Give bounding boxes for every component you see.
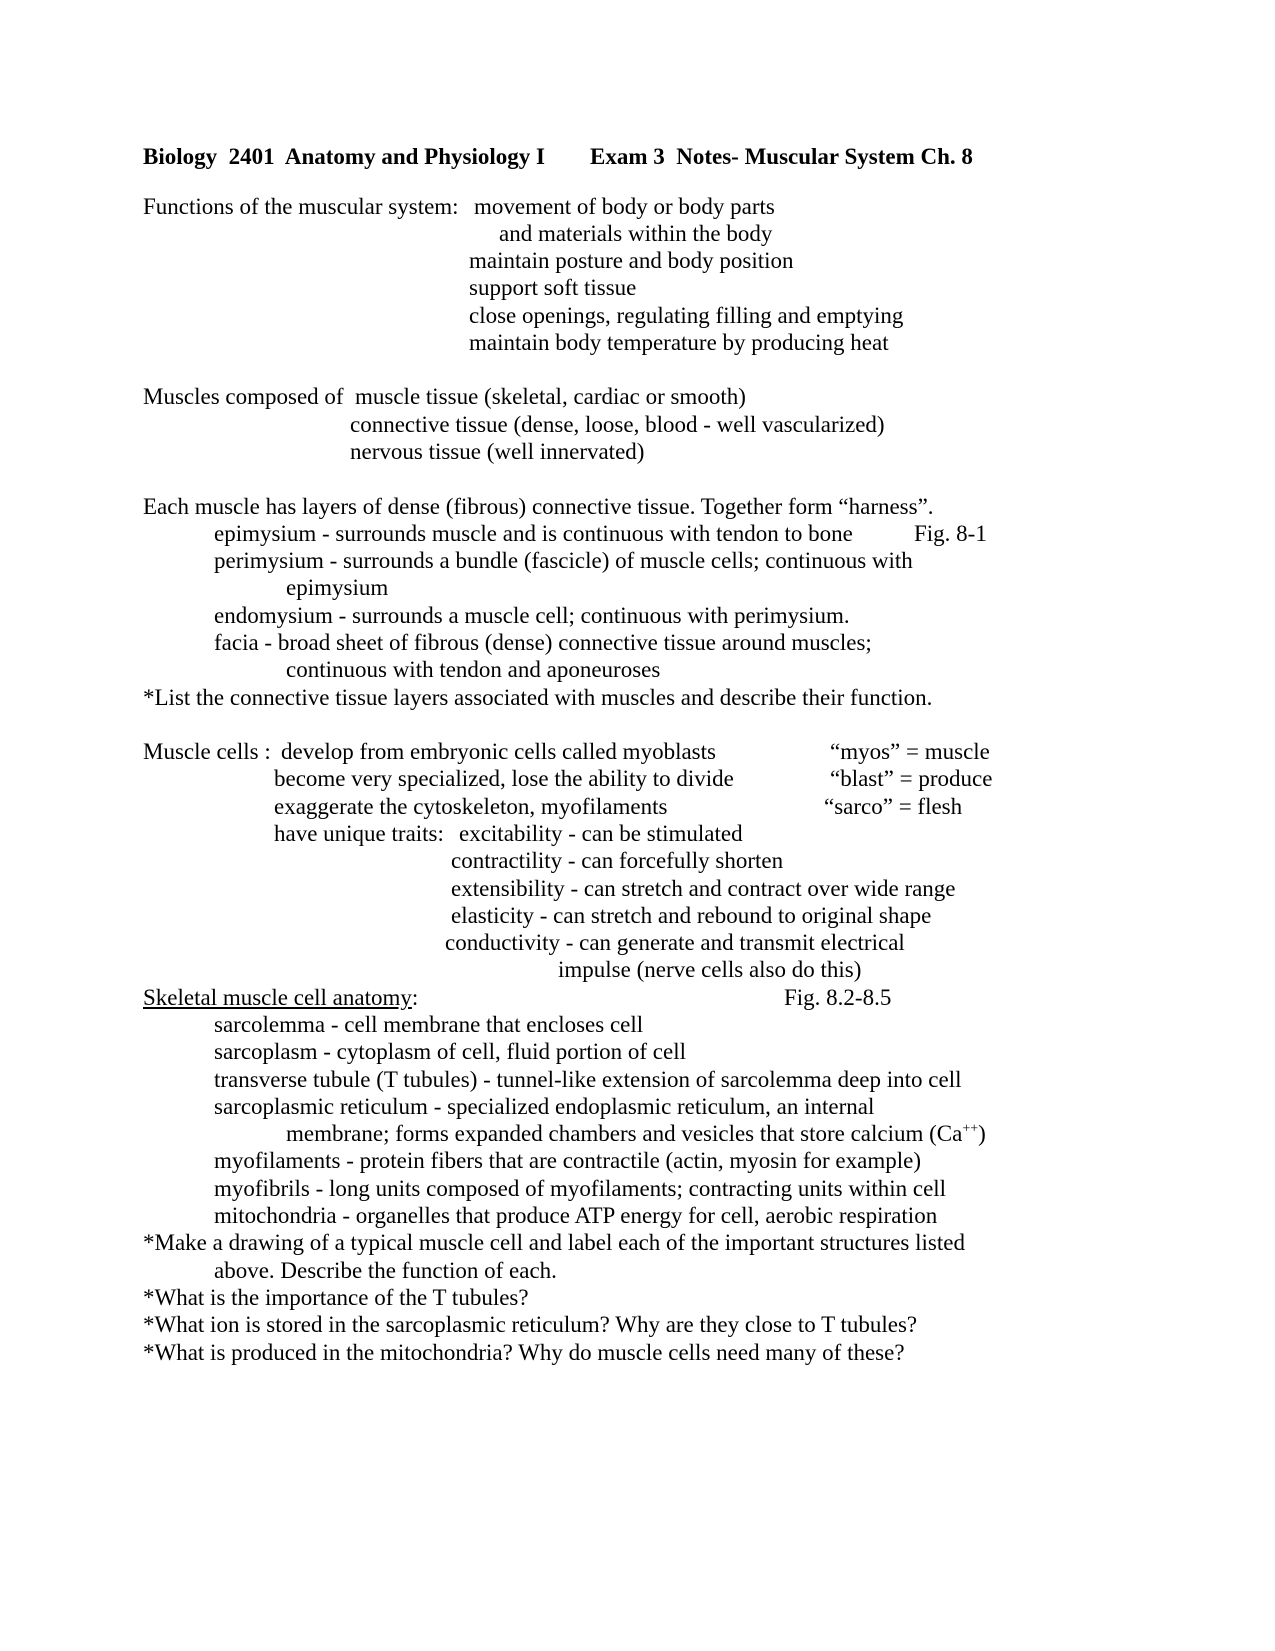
cells-label: Muscle cells :	[143, 739, 271, 764]
perimysium-line: perimysium - surrounds a bundle (fascicle) of muscle cells; continuous with	[214, 548, 913, 573]
study-question: *What is produced in the mitochondria? Why do muscle cells need many of these?	[143, 1340, 905, 1365]
study-question: *What is the importance of the T tubules?	[143, 1285, 529, 1310]
study-question: *What ion is stored in the sarcoplasmic reticulum? Why are they close to T tubules?	[143, 1312, 918, 1337]
function-item: maintain posture and body position	[469, 248, 794, 273]
perimysium-line-cont: epimysium	[286, 575, 389, 600]
trait-item: contractility - can forcefully shorten	[451, 848, 784, 873]
anatomy-item: myofilaments - protein fibers that are contractile (actin, myosin for example)	[214, 1148, 921, 1173]
cells-line: exaggerate the cytoskeleton, myofilaments	[274, 794, 668, 819]
composition-label: Muscles composed of	[143, 384, 344, 409]
trait-item: conductivity - can generate and transmit electrical	[445, 930, 905, 955]
anatomy-heading	[143, 984, 418, 1012]
facia-line: facia - broad sheet of fibrous (dense) connective tissue around muscles;	[214, 630, 872, 655]
word-root: “myos” = muscle	[830, 739, 990, 764]
functions-label: Functions of the muscular system:	[143, 194, 459, 219]
anatomy-item-cont	[286, 1120, 986, 1148]
function-item: support soft tissue	[469, 275, 637, 300]
sr-text: membrane; forms expanded chambers and vesicles that store calcium (Ca	[286, 1121, 963, 1146]
trait-item: excitability - can be stimulated	[459, 821, 743, 846]
composition-item: nervous tissue (well innervated)	[350, 439, 645, 464]
word-root: “sarco” = flesh	[824, 794, 963, 819]
function-item: close openings, regulating filling and emptying	[469, 303, 904, 328]
cells-line: become very specialized, lose the ability to divide	[274, 766, 734, 791]
epimysium-line: epimysium - surrounds muscle and is continuous with tendon to bone	[214, 521, 853, 546]
exam-title: Exam 3 Notes- Muscular System Ch. 8	[590, 144, 973, 169]
calcium-charge: ++	[962, 1121, 979, 1137]
function-item: movement of body or body parts	[474, 194, 775, 219]
anatomy-item: transverse tubule (T tubules) - tunnel-like extension of sarcolemma deep into cell	[214, 1067, 962, 1092]
function-item: maintain body temperature by producing heat	[469, 330, 889, 355]
figure-ref: Fig. 8.2-8.5	[784, 985, 892, 1010]
composition-item: connective tissue (dense, loose, blood - well vascularized)	[350, 412, 885, 437]
anatomy-item: myofibrils - long units composed of myofilaments; contracting units within cell	[214, 1176, 947, 1201]
anatomy-item: sarcoplasmic reticulum - specialized endoplasmic reticulum, an internal	[214, 1094, 875, 1119]
connective-intro: Each muscle has layers of dense (fibrous) connective tissue. Together form “harness”.	[143, 494, 934, 519]
study-question-cont: above. Describe the function of each.	[214, 1258, 557, 1283]
trait-item: elasticity - can stretch and rebound to original shape	[451, 903, 932, 928]
anatomy-item: sarcoplasm - cytoplasm of cell, fluid portion of cell	[214, 1039, 687, 1064]
sr-close: )	[978, 1121, 986, 1146]
cells-line: develop from embryonic cells called myoblasts	[281, 739, 716, 764]
anatomy-item: mitochondria - organelles that produce ATP energy for cell, aerobic respiration	[214, 1203, 938, 1228]
study-question: *List the connective tissue layers associated with muscles and describe their function.	[143, 685, 933, 710]
study-question: *Make a drawing of a typical muscle cell and label each of the important structures listed	[143, 1230, 965, 1255]
facia-line-cont: continuous with tendon and aponeuroses	[286, 657, 661, 682]
anatomy-heading-colon: :	[411, 985, 419, 1010]
trait-item-cont: impulse (nerve cells also do this)	[558, 957, 862, 982]
function-item: and materials within the body	[499, 221, 773, 246]
anatomy-heading-text: Skeletal muscle cell anatomy	[143, 985, 412, 1010]
anatomy-item: sarcolemma - cell membrane that encloses cell	[214, 1012, 644, 1037]
course-title: Biology 2401 Anatomy and Physiology I	[143, 144, 545, 169]
composition-item: muscle tissue (skeletal, cardiac or smooth)	[355, 384, 746, 409]
cells-line: have unique traits:	[274, 821, 444, 846]
trait-item: extensibility - can stretch and contract over wide range	[451, 876, 956, 901]
endomysium-line: endomysium - surrounds a muscle cell; continuous with perimysium.	[214, 603, 850, 628]
word-root: “blast” = produce	[830, 766, 993, 791]
figure-ref: Fig. 8-1	[914, 521, 987, 546]
